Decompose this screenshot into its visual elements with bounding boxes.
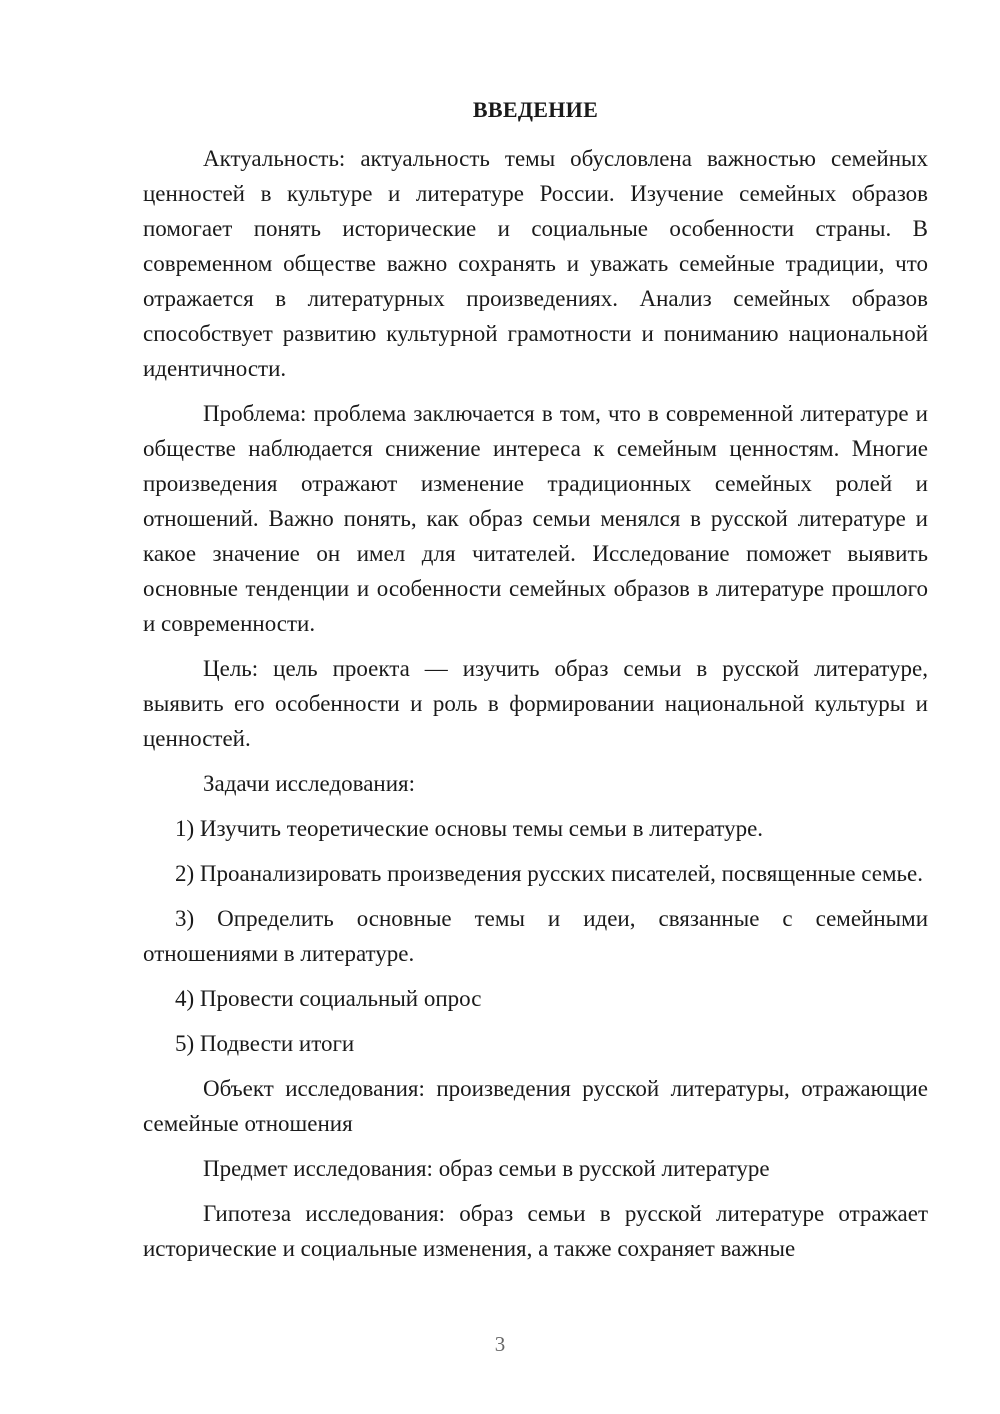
page-number: 3 bbox=[494, 1332, 506, 1356]
subject-paragraph: Предмет исследования: образ семьи в русской литературе bbox=[203, 1156, 770, 1181]
task-item: 4) Провести социальный опрос bbox=[175, 986, 482, 1011]
goal-paragraph: Цель: цель проекта — изучить образ семьи в русской литературе, выявить его особенности и роль в формировании национальной культуры и ценностей. bbox=[143, 656, 928, 751]
document-page bbox=[143, 92, 928, 1276]
relevance-paragraph: Актуальность: актуальность темы обусловлена важностью семейных ценностей в культуре и литературе России. Изучение семейных образов помогает понять исторические и социальные особенности страны. В современном обществе важно сохранять и уважать семейные традиции, что отражается в литературных произведениях. Анализ семейных образов способствует развитию культурной грамотности и пониманию национальной идентичности. bbox=[143, 146, 928, 381]
section-title: ВВЕДЕНИЕ bbox=[472, 97, 599, 122]
tasks-heading: Задачи исследования: bbox=[203, 771, 416, 796]
task-item: 3) Определить основные темы и идеи, связанные с семейными отношениями в литературе. bbox=[143, 906, 928, 966]
task-item: 2) Проанализировать произведения русских писателей, посвященные семье. bbox=[175, 861, 923, 886]
hypothesis-paragraph: Гипотеза исследования: образ семьи в русской литературе отражает исторические и социальные изменения, а также сохраняет важные bbox=[143, 1201, 928, 1261]
problem-paragraph: Проблема: проблема заключается в том, что в современной литературе и обществе наблюдается снижение интереса к семейным ценностям. Многие произведения отражают изменение традиционных семейных ролей и отношений. Важно понять, как образ семьи менялся в русской литературе и какое значение он имел для читателей. Исследование поможет выявить основные тенденции и особенности семейных образов в литературе прошлого и современности. bbox=[143, 401, 928, 636]
task-item: 5) Подвести итоги bbox=[175, 1031, 355, 1056]
task-item: 1) Изучить теоретические основы темы семьи в литературе. bbox=[175, 816, 764, 841]
object-paragraph: Объект исследования: произведения русской литературы, отражающие семейные отношения bbox=[143, 1076, 928, 1136]
